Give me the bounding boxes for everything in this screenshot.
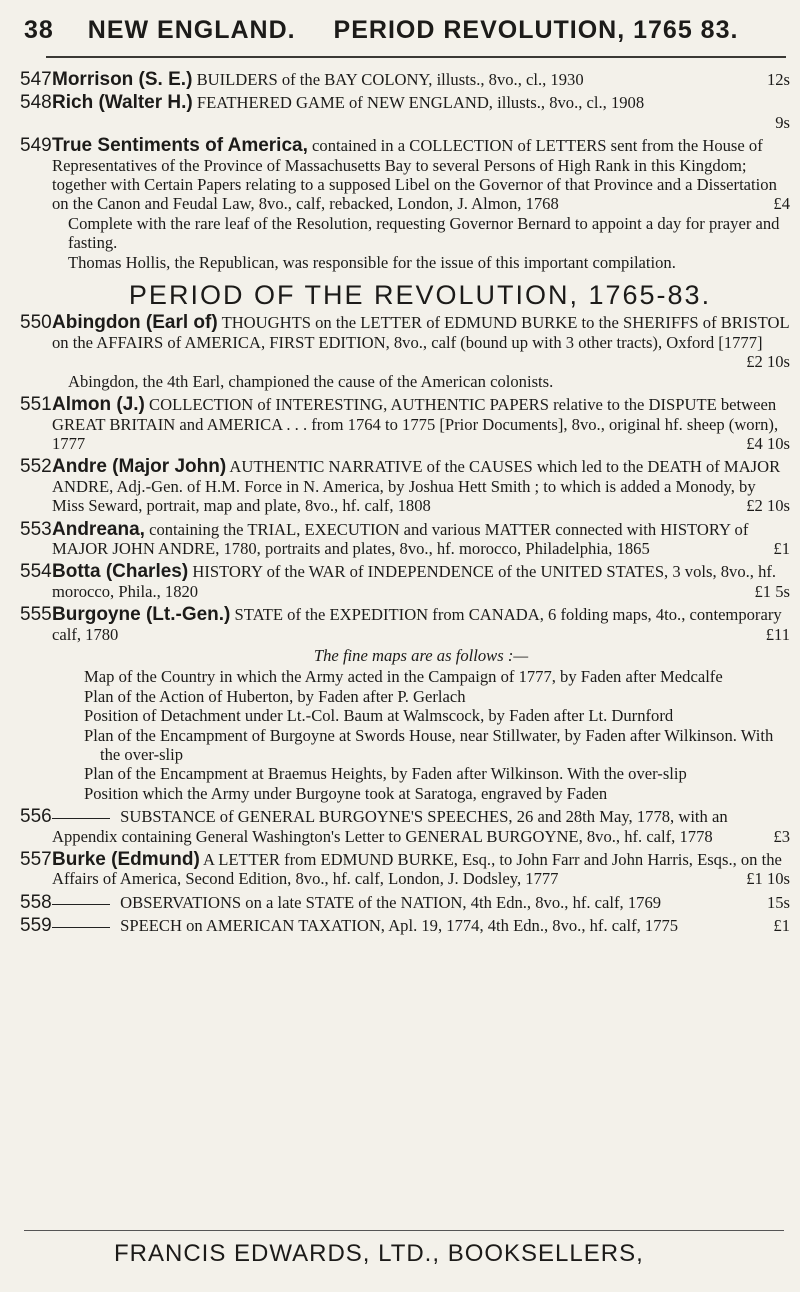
entry-547: 547 Morrison (S. E.) BUILDERS of the BAY COLONY, illusts., 8vo., cl., 1930 12s bbox=[20, 69, 790, 90]
map-item: Plan of the Action of Huberton, by Faden after P. Gerlach bbox=[84, 686, 466, 706]
entry-550: 550 Abingdon (Earl of) THOUGHTS on the LETTER of EDMUND BURKE to the SHERIFFS of BRISTOL on the AFFAIRS of AMERICA, FIRST EDITION, 8vo., calf (bound up with 3 other tracts), Oxford [1777] £2 10s Abingdon, the 4th Earl, championed the cause of the American colonists. bbox=[20, 312, 790, 391]
header-left-title: NEW ENGLAND. bbox=[87, 16, 296, 44]
publisher-footer: FRANCIS EDWARDS, LTD., BOOKSELLERS, bbox=[114, 1240, 644, 1267]
entry-558: 558 OBSERVATIONS on a late STATE of the NATION, 4th Edn., 8vo., hf. calf, 1769 15s bbox=[20, 891, 790, 913]
entry-549: 549 True Sentiments of America, contained in a COLLECTION of LETTERS sent from the House of Representatives of the Province of Massachusetts Bay to several Persons of High Rank in this Kingdom; together with Certain Papers relating to a supposed Libel on the Governor of that Province and a Dissertation on the Canon and Feudal Law, 8vo., calf, rebacked, London, J. Almon, 1768 £4 Complete with the rare leaf of the Resolution, requesting Governor Bernard to appoint a day for prayer and fasting. Thomas Hollis, the Republican, was responsible for the issue of this important compilation. bbox=[20, 135, 790, 272]
section-heading: PERIOD OF THE REVOLUTION, 1765-83. bbox=[128, 280, 712, 311]
ditto-dash bbox=[52, 927, 110, 928]
entry-548: 548 Rich (Walter H.) FEATHERED GAME of NEW ENGLAND, illusts., 8vo., cl., 1908 9s bbox=[20, 92, 790, 132]
map-item: Map of the Country in which the Army acted in the Campaign of 1777, by Faden after Medcalfe bbox=[84, 667, 723, 687]
ditto-dash bbox=[52, 818, 110, 819]
entry-555: 555 Burgoyne (Lt.-Gen.) STATE of the EXPEDITION from CANADA, 6 folding maps, 4to., contemporary calf, 1780 £11 The fine maps are as follows :— Map of the Country in which the Army acted in the Campaign of 1777, by Faden after Medcalfe Plan of the Action of Huberton, by Faden after P. Gerlach Position of Detachment under Lt.-Col. Baum at Walmscock, by Faden after Lt. Durnford Plan of the Encampment of Burgoyne at Swords House, near Stillwater, by Faden after Wilkinson. With the over-slip Plan of the Encampment at Braemus Heights, by Faden after Wilkinson. With the over-slip Position which the Army under Burgoyne took at Saratoga, engraved by Faden bbox=[20, 604, 790, 803]
ditto-dash bbox=[52, 904, 110, 905]
entry-559: 559 SPEECH on AMERICAN TAXATION, Apl. 19, 1774, 4th Edn., 8vo., hf. calf, 1775 £1 bbox=[20, 915, 790, 937]
top-rule bbox=[46, 56, 786, 58]
bottom-rule bbox=[24, 1230, 784, 1231]
map-item: Position which the Army under Burgoyne took at Saratoga, engraved by Faden bbox=[84, 783, 608, 803]
entries-list bbox=[20, 70, 790, 940]
entry-557: 557 Burke (Edmund) A LETTER from EDMUND BURKE, Esq., to John Farr and John Harris, Esqs., on the Affairs of America, Second Edition, 8vo., hf. calf, London, J. Dodsley, 1777 £1 10s bbox=[20, 849, 790, 889]
entry-551: 551 Almon (J.) COLLECTION of INTERESTING, AUTHENTIC PAPERS relative to the DISPUTE between GREAT BRITAIN and AMERICA . . . from 1764 to 1775 [Prior Documents], 8vo., original hf. sheep (worn), 1777 £4 10s bbox=[20, 394, 790, 453]
entry-556: 556 SUBSTANCE of GENERAL BURGOYNE'S SPEECHES, 26 and 28th May, 1778, with an Appendix containing General Washington's Letter to GENERAL BURGOYNE, 8vo., hf. calf, 1778 £3 bbox=[20, 806, 790, 846]
page-number: 38 bbox=[24, 16, 54, 44]
maps-heading: The fine maps are as follows :— bbox=[313, 645, 529, 665]
map-item: Plan of the Encampment of Burgoyne at Swords House, near Stillwater, by Faden after Wilkinson. With the over-slip bbox=[84, 725, 774, 764]
map-item: Position of Detachment under Lt.-Col. Baum at Walmscock, by Faden after Lt. Durnford bbox=[84, 706, 674, 726]
running-head bbox=[24, 16, 784, 45]
entry-552: 552 Andre (Major John) AUTHENTIC NARRATIVE of the CAUSES which led to the DEATH of MAJOR ANDRE, Adj.-Gen. of H.M. Force in N. America, by Joshua Hett Smith ; to which is added a Monody, by Miss Seward, portrait, map and plate, 8vo., hf. calf, 1808 £2 10s bbox=[20, 456, 790, 516]
entry-553: 553 Andreana, containing the TRIAL, EXECUTION and various MATTER connected with HISTORY of MAJOR JOHN ANDRE, 1780, portraits and plates, 8vo., hf. morocco, Philadelphia, 1865 £1 bbox=[20, 518, 790, 558]
header-period-title: PERIOD REVOLUTION, 1765 83. bbox=[333, 16, 739, 44]
map-item: Plan of the Encampment at Braemus Heights, by Faden after Wilkinson. With the over-slip bbox=[84, 764, 687, 784]
entry-554: 554 Botta (Charles) HISTORY of the WAR of INDEPENDENCE of the UNITED STATES, 3 vols, 8vo., hf. morocco, Phila., 1820 £1 5s bbox=[20, 561, 790, 601]
